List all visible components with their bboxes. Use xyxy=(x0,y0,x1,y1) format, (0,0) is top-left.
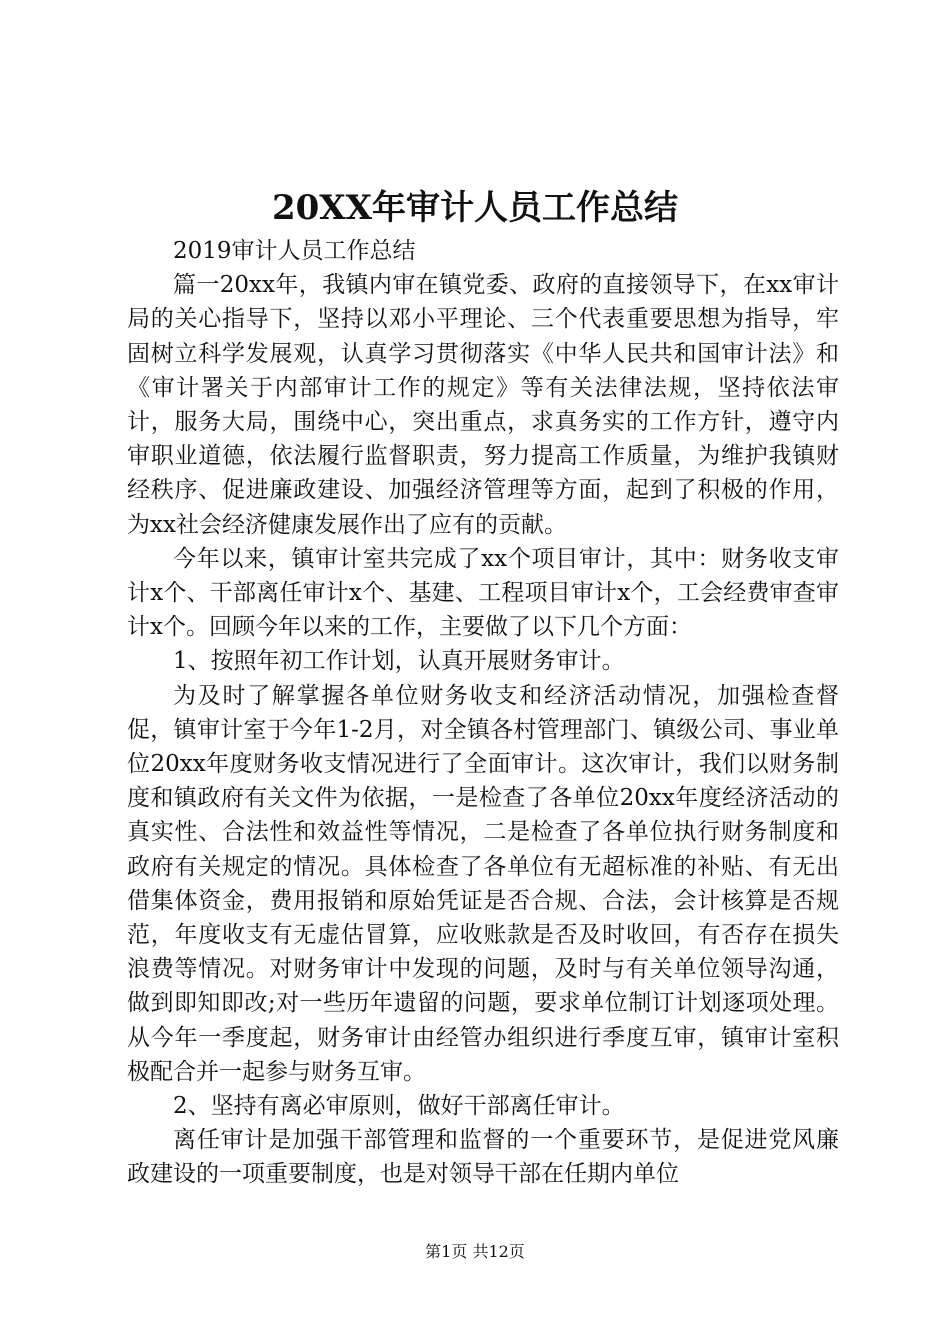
paragraph: 今年以来，镇审计室共完成了xx个项目审计，其中：财务收支审计x个、干部离任审计x个、基建、工程项目审计x个，工会经费审查审计x个。回顾今年以来的工作，主要做了以下几个方面： xyxy=(127,545,839,641)
document-title: 20XX年审计人员工作总结 xyxy=(271,188,679,228)
page-footer: 第1页 共12页 xyxy=(425,1242,525,1261)
paragraph: 篇一20xx年，我镇内审在镇党委、政府的直接领导下，在xx审计局的关心指导下，坚持以邓小平理论、三个代表重要思想为指导，牢固树立科学发展观，认真学习贯彻落实《中华人民共和国审计法》和《审计署关于内部审计工作的规定》等有关法律法规，坚持依法审计，服务大局，围绕中心，突出重点，求真务实的工作方针，遵守内审职业道德，依法履行监督职责，努力提高工作质量，为维护我镇财经秩序、促进廉政建设、加强经济管理等方面，起到了积极的作用，为xx社会经济健康发展作出了应有的贡献。 xyxy=(127,272,839,538)
section-heading: 2、坚持有离必审原则，做好干部离任审计。 xyxy=(173,1093,625,1120)
paragraph-subtitle: 2019审计人员工作总结 xyxy=(173,238,416,264)
document-body xyxy=(127,234,839,1192)
paragraph: 离任审计是加强干部管理和监督的一个重要环节，是促进党风廉政建设的一项重要制度，也是对领导干部在任期内单位 xyxy=(127,1127,839,1188)
section-heading: 1、按照年初工作计划，认真开展财务审计。 xyxy=(173,648,625,675)
paragraph: 为及时了解掌握各单位财务收支和经济活动情况，加强检查督促，镇审计室于今年1-2月，对全镇各村管理部门、镇级公司、事业单位20xx年度财务收支情况进行了全面审计。这次审计，我们以财务制度和镇政府有关文件为依据，一是检查了各单位20xx年度经济活动的真实性、合法性和效益性等情况，二是检查了各单位执行财务制度和政府有关规定的情况。具体检查了各单位有无超标准的补贴、有无出借集体资金，费用报销和原始凭证是否合规、合法，会计核算是否规范，年度收支有无虚估冒算，应收账款是否及时收回，有否存在损失浪费等情况。对财务审计中发现的问题，及时与有关单位领导沟通，做到即知即改;对一些历年遗留的问题，要求单位制订计划逐项处理。从今年一季度起，财务审计由经管办组织进行季度互审，镇审计室积极配合并一起参与财务互审。 xyxy=(127,682,839,1085)
